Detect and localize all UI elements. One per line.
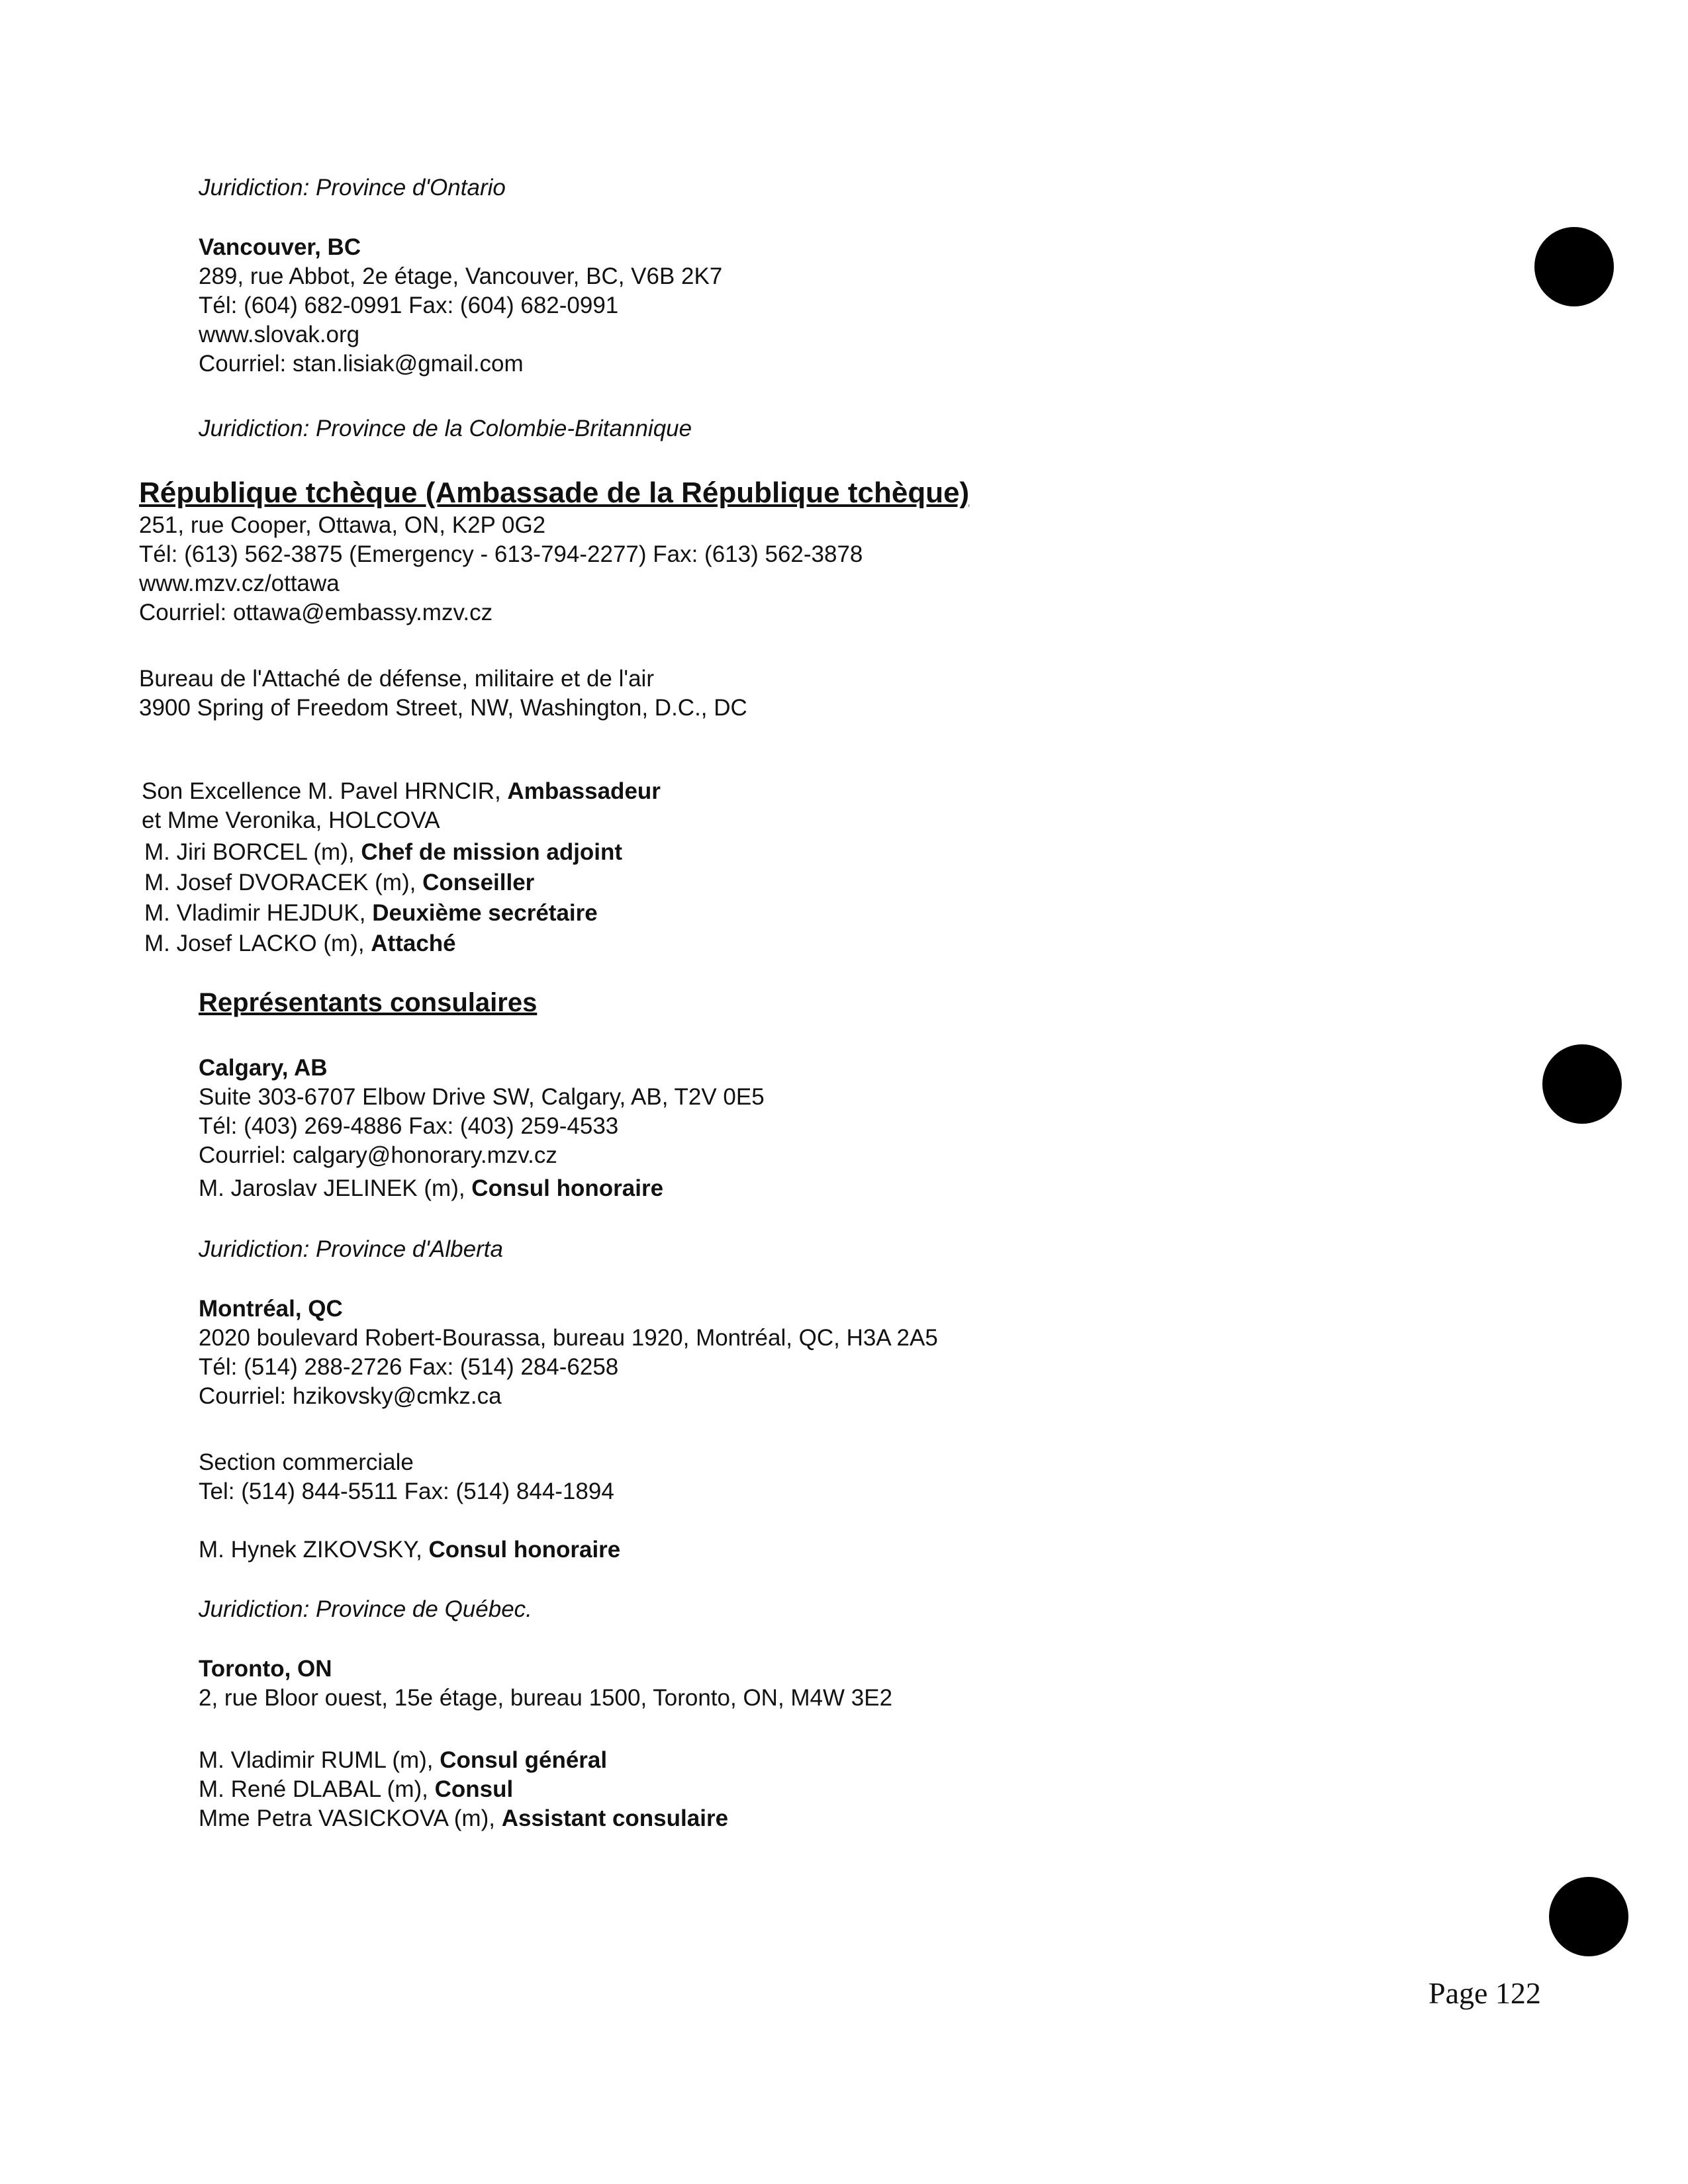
staff-role: Deuxième secrétaire	[372, 900, 598, 926]
consular-heading: Représentants consulaires	[199, 988, 538, 1017]
montreal-phone: Tél: (514) 288-2726 Fax: (514) 284-6258	[199, 1354, 619, 1380]
embassy-email: Courriel: ottawa@embassy.mzv.cz	[139, 600, 493, 625]
punch-hole-top	[1534, 227, 1614, 306]
staff-row	[142, 806, 440, 835]
staff-row	[144, 899, 598, 928]
vancouver-city: Vancouver, BC	[199, 234, 361, 260]
vancouver-address: 289, rue Abbot, 2e étage, Vancouver, BC, V6B 2K7	[199, 263, 723, 289]
toronto-address: 2, rue Bloor ouest, 15e étage, bureau 1500, Toronto, ON, M4W 3E2	[199, 1685, 893, 1711]
toronto-staff-role: Assistant consulaire	[501, 1805, 729, 1831]
montreal-email: Courriel: hzikovsky@cmkz.ca	[199, 1383, 502, 1409]
staff-row	[144, 868, 534, 897]
staff-name: et Mme Veronika, HOLCOVA	[142, 807, 440, 833]
calgary-consul-role: Consul honoraire	[471, 1175, 664, 1201]
montreal-consul-role: Consul honoraire	[428, 1537, 621, 1563]
staff-row	[144, 929, 456, 958]
toronto-staff-role: Consul	[434, 1776, 514, 1802]
toronto-staff-name: M. Vladimir RUML (m),	[199, 1747, 440, 1773]
staff-name: M. Jiri BORCEL (m),	[144, 839, 361, 865]
montreal-section: Section commerciale	[199, 1449, 414, 1475]
calgary-consul-name: M. Jaroslav JELINEK (m),	[199, 1175, 472, 1201]
embassy-phone: Tél: (613) 562-3875 (Emergency - 613-794-2277) Fax: (613) 562-3878	[139, 541, 863, 567]
toronto-staff-row	[199, 1775, 513, 1804]
jurisdiction-ontario: Juridiction: Province d'Ontario	[199, 175, 506, 201]
toronto-city: Toronto, ON	[199, 1656, 332, 1682]
vancouver-web: www.slovak.org	[199, 322, 360, 347]
bureau-line-2: 3900 Spring of Freedom Street, NW, Washington, D.C., DC	[139, 695, 747, 721]
toronto-staff-name: M. René DLABAL (m),	[199, 1776, 435, 1802]
montreal-section-phone: Tel: (514) 844-5511 Fax: (514) 844-1894	[199, 1479, 614, 1504]
toronto-staff-row	[199, 1804, 728, 1833]
toronto-staff-row	[199, 1746, 607, 1775]
toronto-staff-role: Consul général	[440, 1747, 608, 1773]
bureau-line-1: Bureau de l'Attaché de défense, militaire et de l'air	[139, 666, 654, 692]
vancouver-jurisdiction: Juridiction: Province de la Colombie-Britannique	[199, 416, 692, 441]
staff-role: Conseiller	[422, 870, 535, 895]
montreal-address: 2020 boulevard Robert-Bourassa, bureau 1920, Montréal, QC, H3A 2A5	[199, 1325, 938, 1351]
montreal-jurisdiction: Juridiction: Province de Québec.	[199, 1596, 532, 1622]
toronto-staff-name: Mme Petra VASICKOVA (m),	[199, 1805, 502, 1831]
calgary-email: Courriel: calgary@honorary.mzv.cz	[199, 1142, 557, 1168]
staff-row	[142, 777, 661, 806]
embassy-title: République tchèque (Ambassade de la République tchèque)	[139, 477, 970, 509]
embassy-web: www.mzv.cz/ottawa	[139, 570, 340, 596]
montreal-consul-name: M. Hynek ZIKOVSKY,	[199, 1537, 429, 1563]
page-number: Page 122	[1429, 1976, 1541, 2010]
montreal-consul	[199, 1535, 620, 1565]
staff-row	[144, 838, 622, 867]
staff-name: M. Josef DVORACEK (m),	[144, 870, 423, 895]
staff-role: Attaché	[371, 931, 456, 956]
calgary-city: Calgary, AB	[199, 1055, 328, 1081]
calgary-address: Suite 303-6707 Elbow Drive SW, Calgary, AB, T2V 0E5	[199, 1084, 765, 1110]
staff-role: Chef de mission adjoint	[361, 839, 623, 865]
montreal-city: Montréal, QC	[199, 1296, 343, 1322]
calgary-phone: Tél: (403) 269-4886 Fax: (403) 259-4533	[199, 1113, 619, 1139]
staff-name: M. Vladimir HEJDUK,	[144, 900, 373, 926]
vancouver-phone: Tél: (604) 682-0991 Fax: (604) 682-0991	[199, 293, 619, 318]
vancouver-email: Courriel: stan.lisiak@gmail.com	[199, 351, 524, 377]
punch-hole-bottom	[1549, 1877, 1628, 1956]
staff-role: Ambassadeur	[507, 778, 661, 804]
calgary-jurisdiction: Juridiction: Province d'Alberta	[199, 1236, 503, 1262]
staff-name: Son Excellence M. Pavel HRNCIR,	[142, 778, 508, 804]
punch-hole-middle	[1542, 1044, 1622, 1124]
embassy-address: 251, rue Cooper, Ottawa, ON, K2P 0G2	[139, 512, 546, 538]
calgary-consul	[199, 1174, 663, 1203]
staff-name: M. Josef LACKO (m),	[144, 931, 371, 956]
